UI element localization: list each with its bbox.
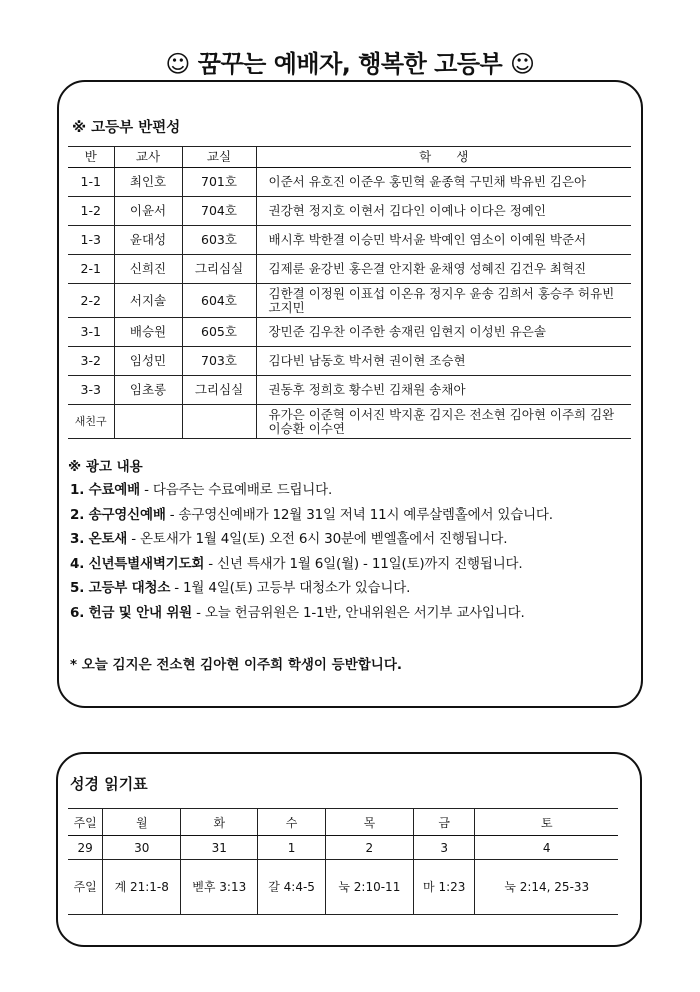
table-row bbox=[68, 197, 631, 226]
room-cell: 701호 bbox=[182, 168, 256, 197]
class-cell: 새친구 bbox=[68, 405, 114, 439]
day-cell: 토 bbox=[475, 809, 618, 836]
class-table bbox=[68, 146, 631, 439]
date-cell: 2 bbox=[325, 836, 413, 860]
passage-cell: 눅 2:10-11 bbox=[325, 860, 413, 915]
table-row bbox=[68, 168, 631, 197]
reading-section-title: 성경 읽기표 bbox=[70, 775, 148, 793]
dates-row bbox=[68, 836, 618, 860]
class-cell: 2-2 bbox=[68, 284, 114, 318]
room-cell: 603호 bbox=[182, 226, 256, 255]
class-cell: 1-1 bbox=[68, 168, 114, 197]
passage-cell: 계 21:1-8 bbox=[103, 860, 181, 915]
room-cell bbox=[182, 405, 256, 439]
passage-cell: 마 1:23 bbox=[413, 860, 475, 915]
table-row bbox=[68, 284, 631, 318]
room-cell: 그리심실 bbox=[182, 376, 256, 405]
date-cell: 1 bbox=[258, 836, 325, 860]
day-cell: 월 bbox=[103, 809, 181, 836]
day-cell: 화 bbox=[181, 809, 258, 836]
reading-table bbox=[68, 808, 618, 915]
header-class: 반 bbox=[68, 147, 114, 168]
header-room: 교실 bbox=[182, 147, 256, 168]
list-item: 3. 온토새 - 온토새가 1월 4일(토) 오전 6시 30분에 벧엘홀에서 진행됩니다. bbox=[70, 531, 508, 548]
class-cell: 1-2 bbox=[68, 197, 114, 226]
list-item: 1. 수료예배 - 다음주는 수료예배로 드립니다. bbox=[70, 482, 333, 498]
date-cell: 4 bbox=[475, 836, 618, 860]
passages-row bbox=[68, 860, 618, 915]
students-cell: 이준서 유호진 이준우 홍민혁 윤종혁 구민채 박유빈 김은아 bbox=[256, 168, 631, 197]
page-title: ☺ 꿈꾸는 예배자, 행복한 고등부 ☺ bbox=[165, 50, 535, 78]
class-cell: 1-3 bbox=[68, 226, 114, 255]
students-cell: 김제룬 윤강빈 홍은결 안지환 윤채영 성혜진 김건우 최혁진 bbox=[256, 255, 631, 284]
table-header-row bbox=[68, 147, 631, 168]
teacher-cell: 신희진 bbox=[114, 255, 182, 284]
class-cell: 3-2 bbox=[68, 347, 114, 376]
table-row bbox=[68, 255, 631, 284]
table-row bbox=[68, 347, 631, 376]
room-cell: 그리심실 bbox=[182, 255, 256, 284]
teacher-cell bbox=[114, 405, 182, 439]
table-row bbox=[68, 226, 631, 255]
students-cell: 김다빈 남동호 박서현 권이현 조승현 bbox=[256, 347, 631, 376]
room-cell: 605호 bbox=[182, 318, 256, 347]
table-row bbox=[68, 376, 631, 405]
teacher-cell: 이윤서 bbox=[114, 197, 182, 226]
ads-list bbox=[70, 478, 645, 626]
date-cell: 3 bbox=[413, 836, 475, 860]
date-cell: 30 bbox=[103, 836, 181, 860]
students-cell: 권동후 정희호 황수빈 김채원 송채아 bbox=[256, 376, 631, 405]
ads-section-title: ※ 광고 내용 bbox=[68, 459, 143, 475]
table-row bbox=[68, 318, 631, 347]
list-item: 2. 송구영신예배 - 송구영신예배가 12월 31일 저녁 11시 예루살렘홀에서 있습니다. bbox=[70, 506, 553, 523]
students-cell: 배시후 박한결 이승민 박서윤 박예인 염소이 이예원 박준서 bbox=[256, 226, 631, 255]
students-cell: 김한결 이정원 이표섭 이온유 정지우 윤송 김희서 홍승주 허유빈 고지민 bbox=[256, 284, 631, 318]
day-cell: 수 bbox=[258, 809, 325, 836]
class-section-title: ※ 고등부 반편성 bbox=[72, 120, 181, 136]
header-teacher: 교사 bbox=[114, 147, 182, 168]
students-cell: 장민준 김우찬 이주한 송재린 임현지 이성빈 유은솔 bbox=[256, 318, 631, 347]
promotion-note: * 오늘 김지은 전소현 김아현 이주희 학생이 등반합니다. bbox=[70, 657, 402, 673]
list-item: 5. 고등부 대청소 - 1월 4일(토) 고등부 대청소가 있습니다. bbox=[70, 580, 411, 597]
teacher-cell: 최인호 bbox=[114, 168, 182, 197]
room-cell: 604호 bbox=[182, 284, 256, 318]
class-cell: 2-1 bbox=[68, 255, 114, 284]
teacher-cell: 임성민 bbox=[114, 347, 182, 376]
header-students: 학 생 bbox=[256, 147, 631, 168]
passage-cell: 벧후 3:13 bbox=[181, 860, 258, 915]
days-row bbox=[68, 809, 618, 836]
teacher-cell: 배승원 bbox=[114, 318, 182, 347]
teacher-cell: 윤대성 bbox=[114, 226, 182, 255]
passage-cell: 눅 2:14, 25-33 bbox=[475, 860, 618, 915]
day-cell: 금 bbox=[413, 809, 475, 836]
list-item: 6. 헌금 및 안내 위원 - 오늘 헌금위원은 1-1반, 안내위원은 서기부 교사입니다. bbox=[70, 604, 525, 621]
class-cell: 3-1 bbox=[68, 318, 114, 347]
passage-cell: 갈 4:4-5 bbox=[258, 860, 325, 915]
passage-cell: 주일 bbox=[68, 860, 103, 915]
students-cell: 권강현 정지호 이현서 김다인 이예나 이다은 정예인 bbox=[256, 197, 631, 226]
room-cell: 704호 bbox=[182, 197, 256, 226]
teacher-cell: 서지솔 bbox=[114, 284, 182, 318]
date-cell: 31 bbox=[181, 836, 258, 860]
table-row bbox=[68, 405, 631, 439]
day-cell: 주일 bbox=[68, 809, 103, 836]
students-cell: 유가은 이준혁 이서진 박지훈 김지은 전소현 김아현 이주희 김완 이승환 이수연 bbox=[256, 405, 631, 439]
class-cell: 3-3 bbox=[68, 376, 114, 405]
room-cell: 703호 bbox=[182, 347, 256, 376]
teacher-cell: 임초롱 bbox=[114, 376, 182, 405]
list-item: 4. 신년특별새벽기도회 - 신년 특새가 1월 6일(월) - 11일(토)까지 진행됩니다. bbox=[70, 555, 523, 572]
day-cell: 목 bbox=[325, 809, 413, 836]
date-cell: 29 bbox=[68, 836, 103, 860]
